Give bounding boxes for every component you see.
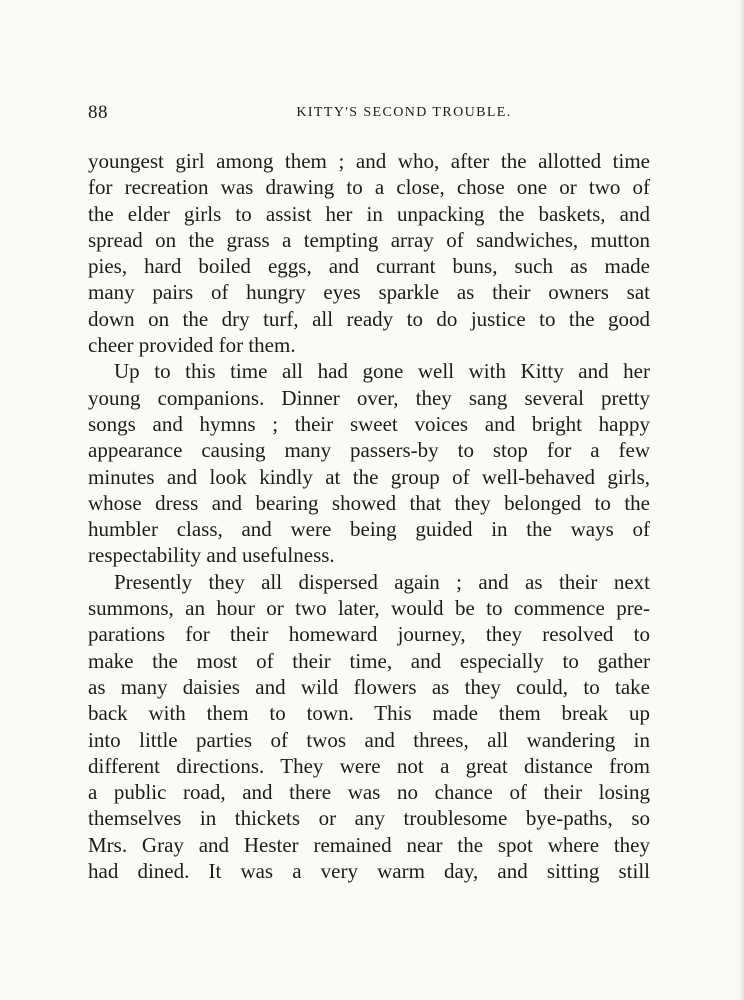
text-line: down on the dry turf, all ready to do justice to the good — [88, 306, 650, 331]
text-line: minutes and look kindly at the group of well-behaved girls, — [88, 464, 650, 489]
text-line: spread on the grass a tempting array of sandwiches, mutton — [88, 227, 650, 252]
text-line: pies, hard boiled eggs, and currant buns, such as made — [88, 254, 650, 279]
text-line: respectability and usefulness. — [88, 543, 335, 568]
text-line: many pairs of hungry eyes sparkle as their owners sat — [88, 280, 650, 305]
text-line: for recreation was drawing to a close, chose one or two of — [88, 175, 650, 200]
text-line: summons, an hour or two later, would be to commence pre- — [88, 596, 650, 621]
text-line: back with them to town. This made them break up — [88, 701, 650, 726]
text-line: parations for their homeward journey, they resolved to — [88, 622, 650, 647]
text-line: had dined. It was a very warm day, and sitting still — [88, 859, 650, 884]
running-head — [88, 102, 650, 130]
text-line: appearance causing many passers-by to stop for a few — [88, 438, 650, 463]
text-line: young companions. Dinner over, they sang several pretty — [88, 385, 650, 410]
text-line: the elder girls to assist her in unpacking the baskets, and — [88, 201, 650, 226]
text-line: songs and hymns ; their sweet voices and bright happy — [88, 411, 650, 436]
text-line: Up to this time all had gone well with Kitty and her — [114, 359, 650, 384]
text-line: make the most of their time, and especially to gather — [88, 648, 650, 673]
text-line: as many daisies and wild flowers as they could, to take — [88, 674, 650, 699]
text-line: themselves in thickets or any troublesome bye-paths, so — [88, 806, 650, 831]
page-edge-shadow — [739, 0, 744, 1000]
text-line: whose dress and bearing showed that they belonged to the — [88, 490, 650, 515]
text-line: different directions. They were not a great distance from — [88, 753, 650, 778]
text-line: humbler class, and were being guided in the ways of — [88, 517, 650, 542]
paragraph — [88, 148, 650, 358]
text-line: into little parties of twos and threes, all wandering in — [88, 727, 650, 752]
page-number: 88 — [88, 102, 108, 123]
text-line: Mrs. Gray and Hester remained near the spot where they — [88, 832, 650, 857]
paragraph — [88, 358, 650, 568]
text-line: Presently they all dispersed again ; and as their next — [114, 569, 650, 594]
paragraph — [88, 569, 650, 885]
text-line: cheer provided for them. — [88, 333, 296, 358]
running-title: KITTY'S SECOND TROUBLE. — [296, 105, 512, 120]
body-text — [88, 148, 650, 884]
text-line: a public road, and there was no chance of their losing — [88, 780, 650, 805]
text-line: youngest girl among them ; and who, after the allotted time — [88, 149, 650, 173]
